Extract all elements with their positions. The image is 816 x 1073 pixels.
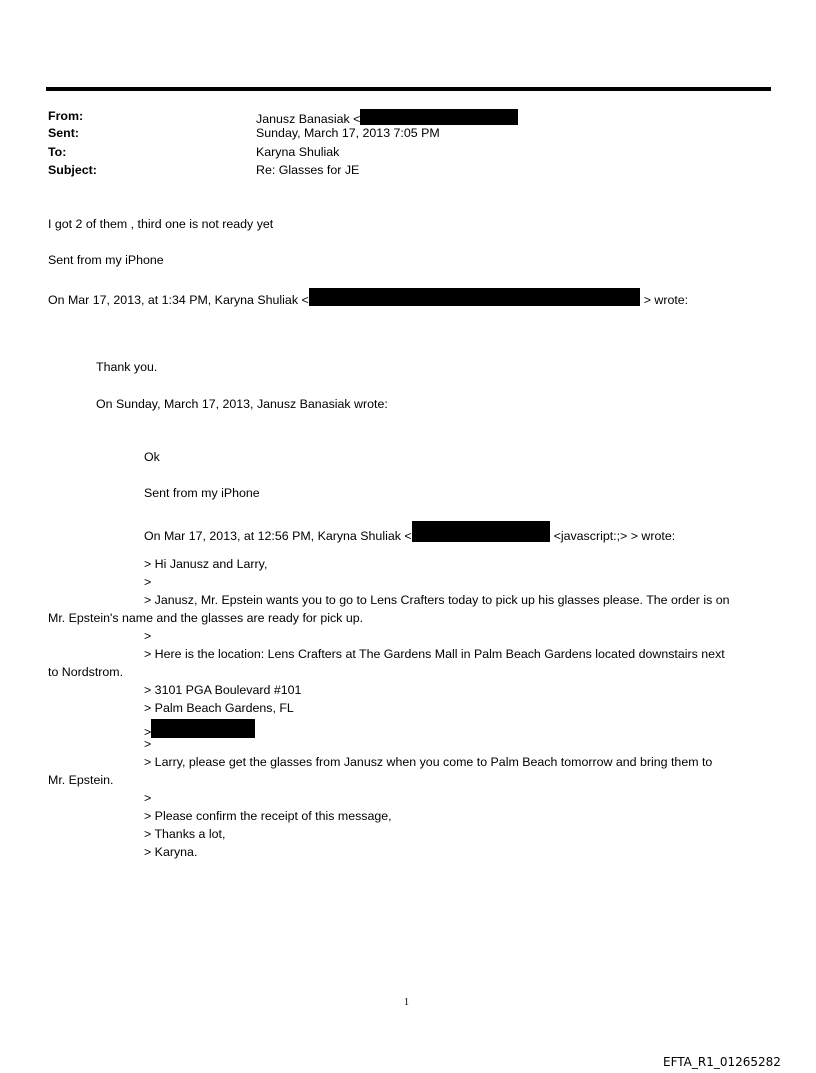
from-value: [256, 109, 518, 126]
quote-header-1: [48, 288, 688, 307]
subject-label: Subject:: [48, 163, 97, 177]
signature-2: Sent from my iPhone: [144, 486, 260, 500]
quote3-suffix: <javascript:;> > wrote:: [553, 529, 676, 543]
sent-value: Sunday, March 17, 2013 7:05 PM: [256, 126, 440, 140]
thanks-text: Thank you.: [96, 360, 158, 374]
quoted-line: > Please confirm the receipt of this message,: [144, 809, 392, 823]
document-id: EFTA_R1_01265282: [663, 1055, 781, 1069]
to-label: To:: [48, 145, 67, 159]
ok-text: Ok: [144, 450, 160, 464]
header-rule: [46, 87, 771, 91]
quoted-line: >: [144, 575, 152, 589]
signature: Sent from my iPhone: [48, 253, 164, 267]
quote1-prefix: On Mar 17, 2013, at 1:34 PM, Karyna Shuliak <: [48, 293, 309, 307]
to-value: Karyna Shuliak: [256, 145, 340, 159]
redaction-block: [360, 109, 518, 125]
from-label: From:: [48, 109, 84, 123]
quoted-line: > Larry, please get the glasses from Janusz when you come to Palm Beach tomorrow and bring them to: [144, 755, 713, 769]
quote-marker: >: [144, 725, 152, 739]
quoted-line: > Janusz, Mr. Epstein wants you to go to Lens Crafters today to pick up his glasses please. The order is on: [144, 593, 730, 607]
from-name: Janusz Banasiak <: [256, 112, 361, 126]
page-number: 1: [404, 997, 409, 1008]
reply-text: I got 2 of them , third one is not ready yet: [48, 217, 274, 231]
redaction-block: [309, 288, 640, 306]
subject-value: Re: Glasses for JE: [256, 163, 360, 177]
quoted-line: Mr. Epstein.: [48, 773, 114, 787]
quote-header-3: [144, 521, 675, 543]
quote1-suffix: > wrote:: [643, 293, 689, 307]
quoted-line: to Nordstrom.: [48, 665, 124, 679]
quoted-line-redacted: [144, 719, 255, 739]
quote3-prefix: On Mar 17, 2013, at 12:56 PM, Karyna Shuliak <: [144, 529, 412, 543]
quoted-line: > 3101 PGA Boulevard #101: [144, 683, 302, 697]
quoted-line: > Thanks a lot,: [144, 827, 226, 841]
quoted-line: >: [144, 629, 152, 643]
sent-label: Sent:: [48, 126, 79, 140]
quoted-line: > Palm Beach Gardens, FL: [144, 701, 294, 715]
quote-header-2: On Sunday, March 17, 2013, Janusz Banasiak wrote:: [96, 397, 388, 411]
quoted-line: > Hi Janusz and Larry,: [144, 557, 268, 571]
quoted-line: >: [144, 737, 152, 751]
quoted-line: > Here is the location: Lens Crafters at The Gardens Mall in Palm Beach Gardens located downstairs next: [144, 647, 725, 661]
quoted-line: > Karyna.: [144, 845, 198, 859]
redaction-block: [412, 521, 550, 542]
quoted-line: >: [144, 791, 152, 805]
quoted-line: Mr. Epstein's name and the glasses are ready for pick up.: [48, 611, 364, 625]
redaction-block: [151, 719, 255, 738]
